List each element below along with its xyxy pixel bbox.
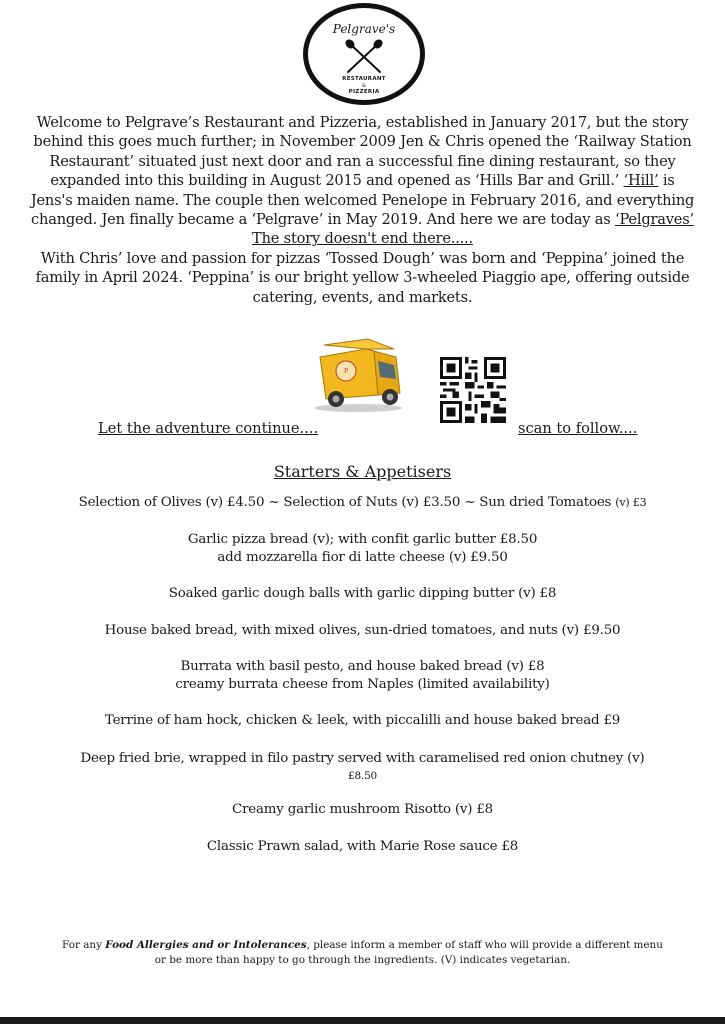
piaggio-van-image	[308, 335, 408, 415]
menu-item-house-bread: House baked bread, with mixed olives, sun-dried tomatoes, and nuts (v) £9.50	[104, 623, 621, 638]
intro-p1: Welcome to Pelgrave’s Restaurant and Pizzeria, established in January 2017, but the story behind this goes much further; in November 2009 Jen & Chris opened the ‘Railway Station Restaurant’ situated just next door and ran a successful fine dining restaurant, so they expanded into this building in August 2015 and opened as ‘Hills Bar and Grill.’	[33, 114, 692, 190]
menu-item-burrata	[0, 658, 725, 693]
allergy-footer	[60, 938, 665, 968]
olives-nuts-text: Selection of Olives (v) £4.50 ~ Selection of Nuts (v) £3.50 ~ Sun dried Tomatoes	[78, 495, 612, 510]
intro-story-line: The story doesn't end there.....	[252, 230, 473, 248]
logo-restaurant-text: RESTAURANT	[342, 76, 386, 82]
restaurant-logo	[303, 3, 425, 105]
svg-text:P: P	[343, 368, 349, 375]
brie-text: Deep fried brie, wrapped in filo pastry served with caramelised red onion chutney (v)	[80, 751, 645, 766]
menu-item-terrine: Terrine of ham hock, chicken & leek, with piccalilli and house baked bread £9	[104, 713, 621, 728]
intro-text	[30, 113, 695, 307]
intro-p1b: is Jens's maiden name. The couple then welcomed Penelope in February 2016, and everything changed. Jen finally became a ‘Pelgrave’ in May 2019. And here we are today as	[30, 172, 695, 229]
menu-item-brie	[0, 750, 725, 785]
footer-bold: Food Allergies and or Intolerances	[105, 939, 307, 951]
intro-hill: ‘Hill’	[623, 172, 659, 190]
qr-code-icon	[440, 357, 506, 423]
bottom-bar	[0, 1017, 725, 1024]
burrata-sub: creamy burrata cheese from Naples (limited availability)	[175, 676, 550, 692]
logo-script-name: Pelgrave's	[332, 22, 396, 36]
crossed-peels-icon	[344, 38, 384, 76]
intro-paragraph-1	[30, 113, 695, 229]
garlic-bread-sub: add mozzarella fior di latte cheese (v) £9.50	[217, 549, 508, 565]
footer-pre: For any	[62, 939, 106, 951]
logo-pizzeria-text: PIZZERIA	[348, 89, 380, 95]
intro-paragraph-2: With Chris’ love and passion for pizzas ‘Tossed Dough’ was born and ‘Peppina’ joined the family in April 2024. ‘Peppina’ is our bright yellow 3-wheeled Piaggio ape, offering outside catering, events, and markets.	[35, 249, 690, 306]
brie-price: £8.50	[347, 769, 378, 782]
menu-item-olives-nuts	[0, 494, 725, 512]
adventure-link[interactable]: Let the adventure continue....	[98, 420, 319, 437]
footer-post: , please inform a member of staff who will provide a different menu or be more than happy to go through the ingredients. (V) indicates vegetarian.	[154, 939, 663, 966]
burrata-text: Burrata with basil pesto, and house baked bread (v) £8	[180, 659, 545, 674]
menu-item-risotto: Creamy garlic mushroom Risotto (v) £8	[232, 802, 493, 817]
menu-item-dough-balls: Soaked garlic dough balls with garlic dipping butter (v) £8	[168, 586, 557, 601]
menu-item-prawn: Classic Prawn salad, with Marie Rose sauce £8	[206, 839, 519, 854]
logo-ampersand: &	[362, 83, 366, 89]
olives-nuts-price: (v) £3	[615, 496, 647, 509]
intro-pelgraves: ‘Pelgraves’	[615, 211, 694, 229]
scan-to-follow-link[interactable]: scan to follow....	[518, 420, 638, 437]
section-title-starters: Starters & Appetisers	[273, 462, 452, 481]
garlic-bread-text: Garlic pizza bread (v); with confit garlic butter £8.50	[187, 532, 538, 547]
menu-item-garlic-bread	[0, 531, 725, 566]
